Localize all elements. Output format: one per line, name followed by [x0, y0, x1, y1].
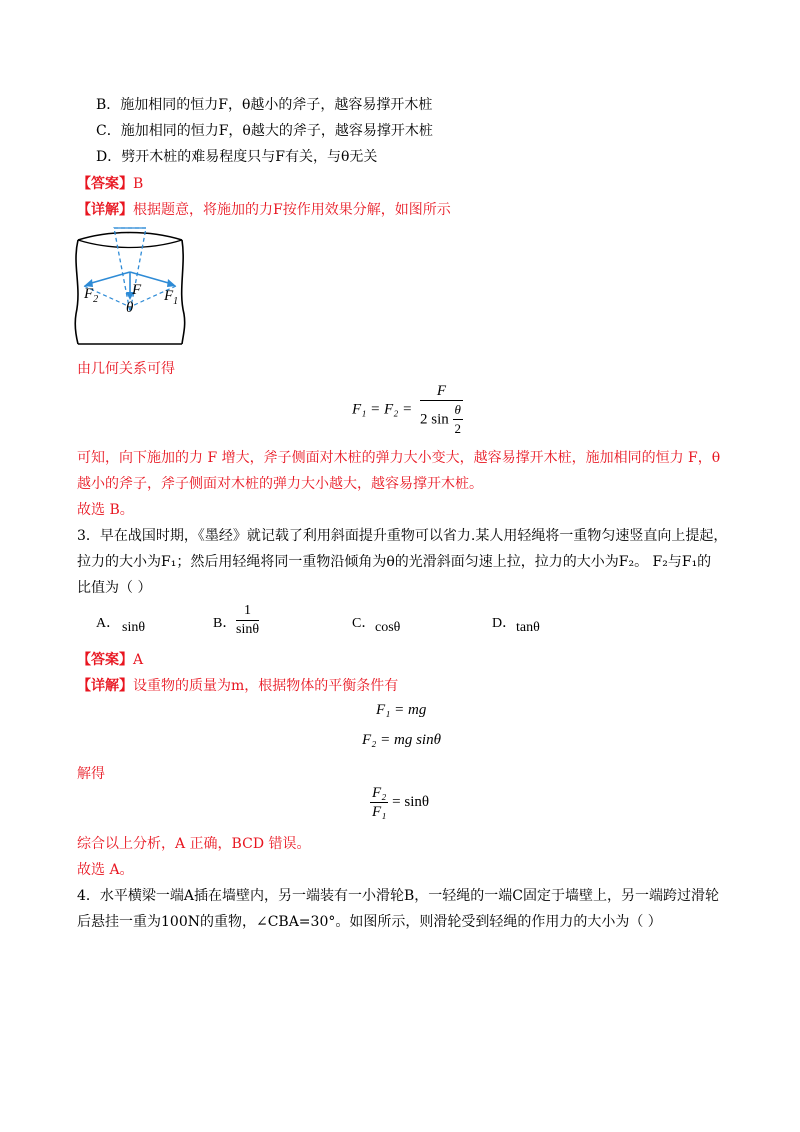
- label-theta: θ: [126, 300, 134, 316]
- detail-text: 根据题意，将施加的力F按作用效果分解，如图所示: [133, 202, 451, 218]
- detail-tag: 【详解】: [77, 678, 133, 694]
- geometry-text: 由几何关系可得: [77, 361, 175, 377]
- detail-line-q2: [77, 200, 451, 220]
- equation-f2: F₂ = mg sinθ: [362, 732, 441, 748]
- option-b: B．施加相同的恒力F，θ越小的斧子，越容易撑开木桩: [96, 97, 433, 113]
- answer-value: A: [133, 652, 144, 668]
- q3-option-a-label: A．: [96, 616, 121, 631]
- q3-option-a: sinθ: [122, 620, 146, 635]
- answer-line-q3: [77, 650, 143, 670]
- formula-force-decomposition: F₁ = F₂ = F 2 sin $\frac{\theta}{2}$: [352, 383, 461, 436]
- q3-option-c: cosθ: [375, 620, 401, 635]
- choose-a: 故选 A。: [77, 862, 134, 878]
- label-f1: $F_1$: [164, 288, 179, 307]
- answer-line-q2: [77, 174, 143, 194]
- detail-tag: 【详解】: [77, 202, 133, 218]
- detail-text: 设重物的质量为m，根据物体的平衡条件有: [133, 678, 399, 694]
- equation-f1: F₁ = mg: [376, 702, 427, 718]
- answer-tag: 【答案】: [77, 652, 133, 668]
- q3-option-d: tanθ: [516, 620, 540, 635]
- summary-text: 综合以上分析，A 正确，BCD 错误。: [77, 836, 311, 852]
- conclusion-line-1: 可知，向下施加的力 F 增大，斧子侧面对木桩的弹力大小变大，越容易撑开木桩，施加相同的恒力 F，θ: [77, 450, 721, 466]
- q3-option-b-label: B．: [213, 616, 237, 631]
- q3-stem-1: 3．早在战国时期，《墨经》就记载了利用斜面提升重物可以省力.某人用轻绳将一重物匀速竖直向上提起，: [77, 528, 728, 544]
- q3-option-d-label: D．: [492, 616, 517, 631]
- q3-stem-3: 比值为（ ）: [77, 580, 152, 596]
- q4-stem-2: 后悬挂一重为100N的重物，∠CBA=30°。如图所示，则滑轮受到轻绳的作用力的大小为（ ）: [77, 914, 662, 930]
- equation-ratio: $\frac{\text{F₂}}{\text{F₁}}$ = sinθ: [372, 785, 430, 820]
- q3-option-b: $\frac{1}{\sin\theta}$: [236, 603, 260, 637]
- solve-text: 解得: [77, 766, 105, 782]
- label-f2: $F_2$: [84, 286, 99, 305]
- option-c: C．施加相同的恒力F，θ越大的斧子，越容易撑开木桩: [96, 123, 433, 139]
- detail-line-q3: [77, 676, 398, 696]
- q3-stem-2: 拉力的大小为F₁；然后用轻绳将同一重物沿倾角为θ的光滑斜面匀速上拉，拉力的大小为F₂。 F₂与F₁的: [77, 554, 712, 570]
- answer-tag: 【答案】: [77, 176, 133, 192]
- choose-b: 故选 B。: [77, 502, 134, 518]
- option-d: D．劈开木桩的难易程度只与F有关，与θ无关: [96, 149, 378, 165]
- q4-stem-1: 4．水平横梁一端A插在墙壁内，另一端装有一小滑轮B，一轻绳的一端C固定于墙壁上，另一端跨过滑轮: [77, 888, 720, 904]
- answer-value: B: [133, 176, 144, 192]
- conclusion-line-2: 越小的斧子，斧子侧面对木桩的弹力大小越大，越容易撑开木桩。: [77, 476, 483, 492]
- q3-option-c-label: C．: [352, 616, 376, 631]
- label-f: F: [132, 282, 142, 298]
